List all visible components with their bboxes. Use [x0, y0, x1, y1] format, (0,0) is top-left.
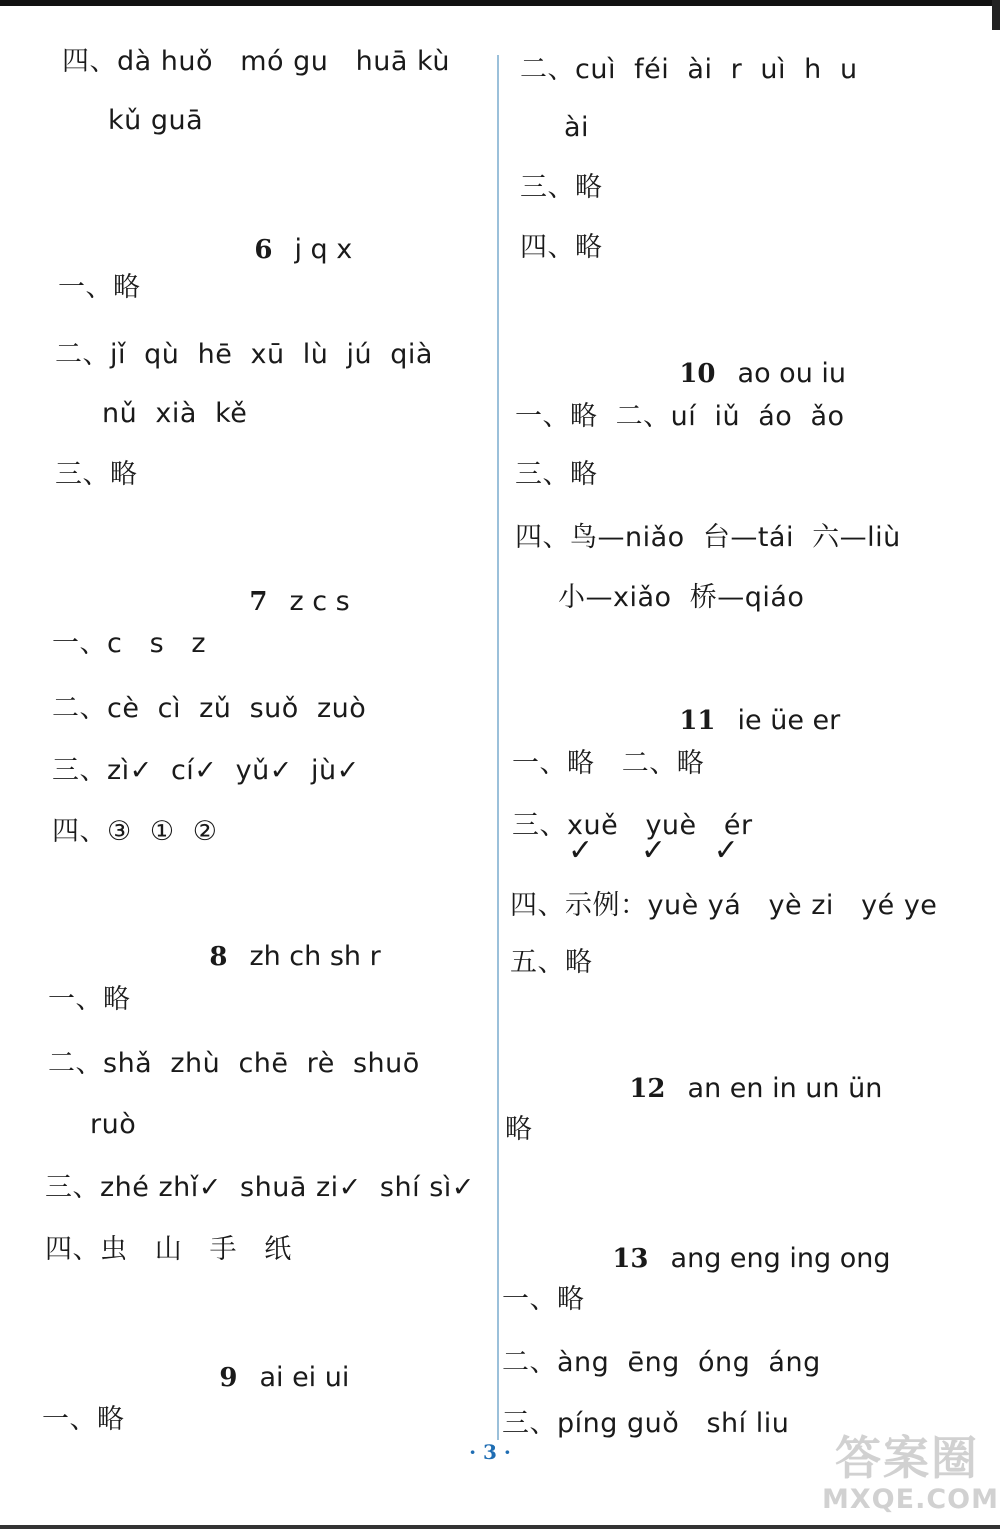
- section-heading-8: [175, 897, 381, 1017]
- answer-line: 略: [505, 1114, 533, 1145]
- answer-line: 三、píng guǒ shí liu: [502, 1408, 790, 1439]
- answer-line: 四、鸟—niǎo 台—tái 六—liù: [515, 522, 901, 553]
- section-number: 12: [629, 1074, 666, 1104]
- column-divider: [497, 55, 499, 1440]
- scan-bottom-edge: [0, 1525, 1000, 1529]
- watermark-sub-text: MXQE.COM: [822, 1484, 999, 1515]
- section-heading-7: [215, 542, 350, 662]
- section-title: z c s: [289, 586, 350, 617]
- answer-line: 三、略: [515, 459, 598, 490]
- answer-line: ruò: [90, 1109, 137, 1140]
- section-number: 9: [219, 1363, 238, 1393]
- section-number: 8: [209, 942, 228, 972]
- answer-line: 二、cè cì zǔ suǒ zuò: [52, 693, 367, 724]
- watermark-logo: [822, 1431, 999, 1524]
- answer-line: 四、dà huǒ mó gu huā kù: [62, 46, 450, 77]
- check-marks: ✓ ✓ ✓: [568, 833, 739, 868]
- page-number: · 3 ·: [469, 1440, 511, 1464]
- section-heading-9: [185, 1318, 349, 1438]
- answer-line: 小—xiǎo 桥—qiáo: [558, 582, 805, 613]
- answer-line: 二、shǎ zhù chē rè shuō: [48, 1048, 420, 1079]
- section-number: 10: [679, 359, 716, 389]
- answer-line: 二、àng ēng óng áng: [502, 1347, 821, 1378]
- answer-line: 三、略: [55, 459, 138, 490]
- answer-line: 五、略: [510, 947, 593, 978]
- right-column: [500, 0, 1000, 1500]
- answer-line: 二、jǐ qù hē xū lù jú qià: [55, 339, 433, 370]
- section-heading-6: [220, 190, 352, 310]
- answer-line: 一、略: [42, 1404, 125, 1435]
- answer-line: 一、c s z: [52, 628, 207, 659]
- answer-line: 四、示例：yuè yá yè zi yé ye: [510, 890, 938, 921]
- answer-line: 一、略: [502, 1284, 585, 1315]
- left-column: [0, 0, 495, 1500]
- answer-line: 一、略 二、略: [512, 748, 705, 779]
- section-number: 13: [612, 1244, 649, 1274]
- answer-line: 三、zhé zhǐ✓ shuā zi✓ shí sì✓: [45, 1172, 475, 1203]
- answer-line: 二、cuì féi ài r uì h u: [520, 54, 858, 85]
- answer-line: 四、略: [520, 232, 603, 263]
- section-title: ao ou iu: [737, 358, 847, 389]
- answer-line: 三、略: [520, 172, 603, 203]
- section-number: 11: [679, 706, 716, 736]
- section-number: 7: [249, 587, 268, 617]
- section-title: ai ei ui: [259, 1362, 350, 1393]
- section-title: an en in un ün: [687, 1073, 883, 1104]
- watermark-main-text: 答案圈: [835, 1431, 979, 1485]
- section-heading-12: [595, 1029, 882, 1149]
- answer-line: 三、xuě yuè ér: [512, 810, 753, 841]
- answer-line: 三、zì✓ cí✓ yǔ✓ jù✓: [52, 755, 360, 786]
- answer-line: kǔ guā: [108, 105, 204, 136]
- section-heading-13: [578, 1199, 890, 1319]
- answer-line: 一、略 二、uí iǔ áo ǎo: [515, 401, 845, 432]
- section-title: zh ch sh r: [249, 941, 381, 972]
- section-number: 6: [254, 235, 273, 265]
- section-title: j q x: [294, 234, 353, 265]
- section-title: ang eng ing ong: [670, 1243, 891, 1274]
- answer-line: 四、虫 山 手 纸: [45, 1234, 292, 1265]
- answer-line: 一、略: [58, 272, 141, 303]
- section-title: ie üe er: [737, 705, 841, 736]
- answer-line: nǔ xià kě: [102, 398, 248, 429]
- answer-line: 一、略: [48, 984, 131, 1015]
- answer-line: 四、③ ① ②: [52, 816, 218, 847]
- answer-line: ài: [564, 112, 590, 143]
